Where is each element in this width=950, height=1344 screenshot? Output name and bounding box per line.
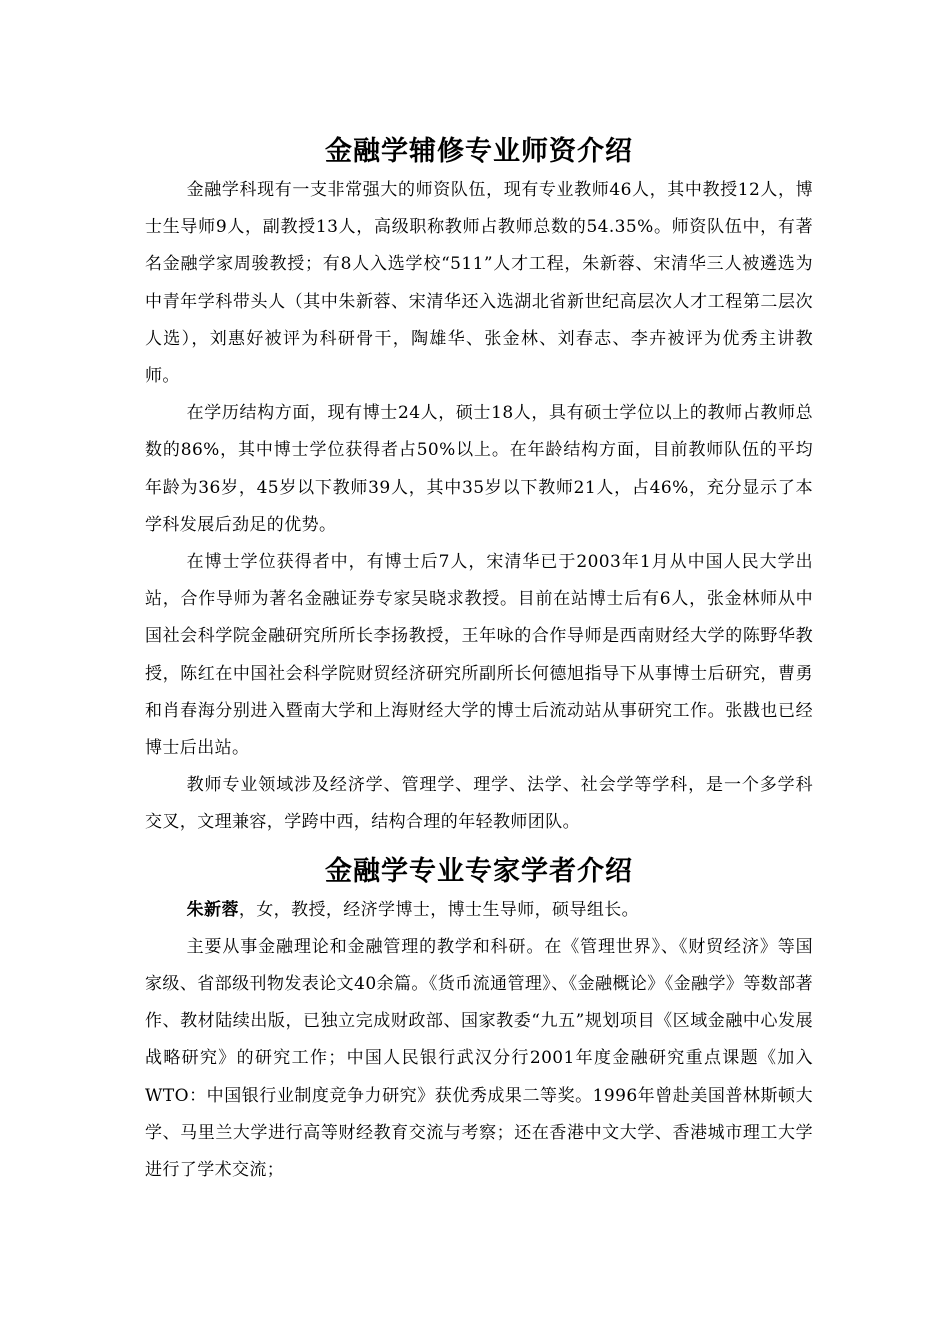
section-title-scholars: 金融学专业专家学者介绍 — [325, 855, 633, 887]
scholar-name: 朱新蓉 — [186, 899, 239, 920]
scholar-paragraph: 主要从事金融理论和金融管理的教学和科研。在《管理世界》、《财贸经济》等国家级、省部级刊物发表论文40余篇。《货币流通管理》、《金融概论》《金融学》等数部著作、教材陆续出版，已独立完成财政部、国家教委“九五”规划项目《区域金融中心发展战略研究》的研究工作；中国人民银行武汉分行2001年度金融研究重点课题《加入WTO：中国银行业制度竞争力研究》获优秀成果二等奖。1996年曾赴美国普林斯顿大学、马里兰大学进行高等财经教育交流与考察；还在香港中文大学、香港城市理工大学进行了学术交流； — [145, 936, 813, 1181]
scholar-intro-text: ，女，教授，经济学博士，博士生导师，硕导组长。 — [238, 899, 640, 920]
scholar-intro-line — [145, 892, 813, 929]
faculty-paragraph-3: 在博士学位获得者中，有博士后7人，宋清华已于2003年1月从中国人民大学出站，合作导师为著名金融证券专家吴晓求教授。目前在站博士后有6人，张金林师从中国社会科学院金融研究所所长李扬教授，王年咏的合作导师是西南财经大学的陈野华教授，陈红在中国社会科学院财贸经济研究所副所长何德旭指导下从事博士后研究，曹勇和肖春海分别进入暨南大学和上海财经大学的博士后流动站从事研究工作。张戡也已经博士后出站。 — [145, 552, 813, 759]
faculty-paragraph-2: 在学历结构方面，现有博士24人，硕士18人，具有硕士学位以上的教师占教师总数的86%，其中博士学位获得者占50%以上。在年龄结构方面，目前教师队伍的平均年龄为36岁，45岁以下教师39人，其中35岁以下教师21人，占46%，充分显示了本学科发展后劲足的优势。 — [145, 403, 813, 535]
faculty-paragraph-4: 教师专业领域涉及经济学、管理学、理学、法学、社会学等学科，是一个多学科交叉，文理兼容，学跨中西，结构合理的年轻教师团队。 — [145, 775, 813, 833]
faculty-paragraph-1: 金融学科现有一支非常强大的师资队伍，现有专业教师46人，其中教授12人，博士生导师9人，副教授13人，高级职称教师占教师总数的54.35%。师资队伍中，有著名金融学家周骏教授；有8人入选学校“511”人才工程，朱新蓉、宋清华三人被遴选为中青年学科带头人（其中朱新蓉、宋清华还入选湖北省新世纪高层次人才工程第二层次人选），刘惠好被评为科研骨干，陶雄华、张金林、刘春志、李卉被评为优秀主讲教师。 — [145, 180, 813, 387]
document-body — [145, 130, 813, 1189]
section-title-faculty: 金融学辅修专业师资介绍 — [325, 136, 633, 167]
